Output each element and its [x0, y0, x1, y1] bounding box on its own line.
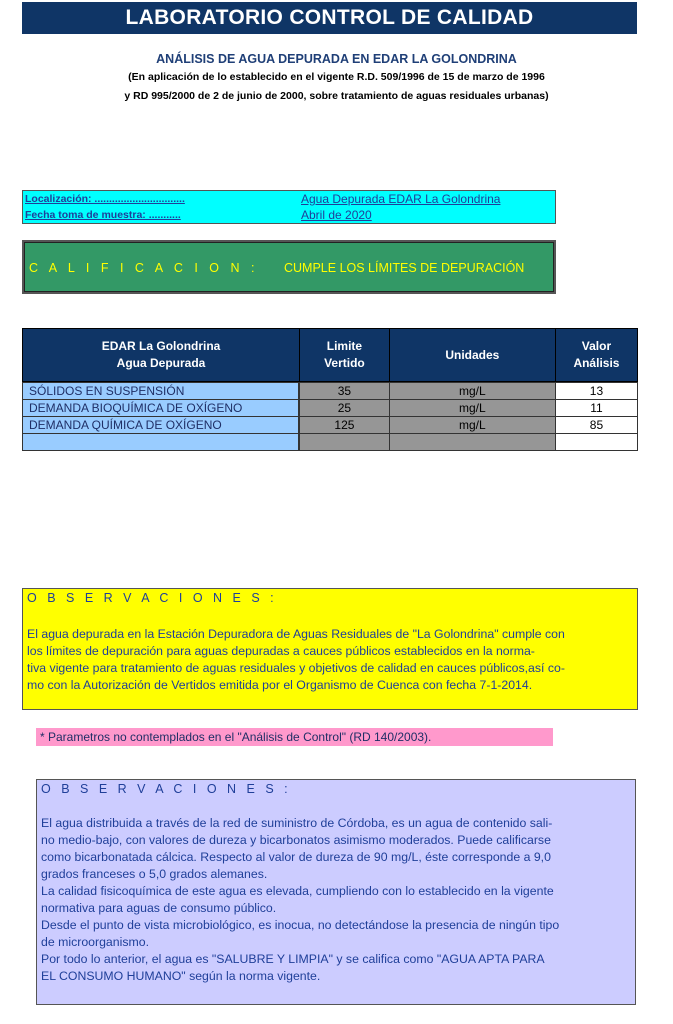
header-value-line-1: Valor — [581, 339, 612, 353]
header-parameter-line-1: EDAR La Golondrina — [101, 339, 221, 353]
observation-line: El agua distribuida a través de la red de suministro de Córdoba, es un agua de contenido sali- — [41, 816, 553, 830]
location-label: Localización: ............................... — [25, 193, 185, 205]
observations-heading: O B S E R V A C I O N E S : — [27, 591, 278, 605]
observation-line: grados franceses o 5,0 grados alemanes. — [41, 867, 268, 881]
observation-line: La calidad fisicoquímica de este agua es elevada, cumpliendo con lo establecido en la vigente — [41, 884, 554, 898]
analysis-value: 85 — [555, 417, 637, 434]
table-row — [23, 383, 638, 400]
parameter-name: DEMANDA BIOQUÍMICA DE OXÍGENO — [23, 400, 299, 417]
table-row — [23, 400, 638, 417]
header-parameter-line-2: Agua Depurada — [116, 356, 206, 370]
unit-value: mg/L — [389, 400, 555, 417]
observations-wastewater-box — [22, 588, 638, 710]
location-row — [25, 192, 555, 208]
observations-heading: O B S E R V A C I O N E S : — [41, 782, 292, 796]
header-parameter — [23, 329, 300, 382]
observation-line: de microorganismo. — [41, 935, 149, 949]
limit-value-empty — [300, 434, 390, 451]
limit-value: 125 — [300, 417, 390, 434]
header-value-line-2: Análisis — [573, 356, 620, 370]
results-table — [22, 328, 638, 451]
observation-line: no medio-bajo, con valores de dureza y bicarbonatos asimismo moderados. Puede calificarse — [41, 833, 551, 847]
limit-value: 25 — [300, 400, 390, 417]
sample-date-label: Fecha toma de muestra: ........... — [25, 209, 181, 221]
location-value: Agua Depurada EDAR La Golondrina — [301, 192, 501, 206]
parameter-name: SÓLIDOS EN SUSPENSIÓN — [23, 383, 299, 400]
qualification-box — [22, 240, 556, 294]
observation-line: El agua depurada en la Estación Depuradora de Aguas Residuales de "La Golondrina" cumple con — [27, 627, 565, 641]
qualification-label: C A L I F I C A C I O N : — [29, 261, 259, 275]
sample-date-value: Abril de 2020 — [301, 208, 372, 222]
observation-line: mo con la Autorización de Vertidos emitida por el Organismo de Cuenca con fecha 7-1-2014. — [27, 678, 533, 692]
table-header-row — [23, 329, 638, 382]
observation-line: tiva vigente para tratamiento de aguas residuales y objetivos de calidad en cauces públicos,así co- — [27, 661, 565, 675]
observation-line: normativa para aguas de consumo público. — [41, 901, 277, 915]
observation-line: Por todo lo anterior, el agua es "SALUBRE Y LIMPIA" y se califica como "AGUA APTA PARA — [41, 952, 545, 966]
header-limit-line-1: Limite — [326, 339, 363, 353]
parameter-name-empty — [23, 434, 299, 451]
sample-date-row — [25, 208, 555, 224]
legal-reference-line-2: y RD 995/2000 de 2 de junio de 2000, sobre tratamiento de aguas residuales urbanas) — [124, 90, 549, 102]
parameter-name: DEMANDA QUÍMICA DE OXÍGENO — [23, 417, 299, 434]
header-limit — [300, 329, 390, 382]
qualification-value: CUMPLE LOS LÍMITES DE DEPURACIÓN — [284, 261, 525, 275]
observations-text — [41, 815, 631, 985]
legal-reference-line-1: (En aplicación de lo establecido en el vigente R.D. 509/1996 de 15 de marzo de 1996 — [128, 71, 545, 83]
observation-line: Desde el punto de vista microbiológico, es inocua, no detectándose la presencia de ningún tipo — [41, 918, 560, 932]
limit-value: 35 — [300, 383, 390, 400]
analysis-value: 13 — [555, 383, 637, 400]
report-subtitle: ANÁLISIS DE AGUA DEPURADA EN EDAR LA GOLONDRINA — [156, 52, 517, 66]
report-title: LABORATORIO CONTROL DE CALIDAD — [22, 2, 637, 34]
unit-value-empty — [389, 434, 555, 451]
header-units: Unidades — [389, 329, 555, 382]
observation-line: los límites de depuración para aguas depuradas a cauces públicos establecidos en la norma- — [27, 644, 535, 658]
header-limit-line-2: Vertido — [324, 356, 365, 370]
analysis-value-empty — [555, 434, 637, 451]
analysis-value: 11 — [555, 400, 637, 417]
observation-line: como bicarbonatada cálcica. Respecto al valor de dureza de 90 mg/L, éste corresponde a 9,0 — [41, 850, 551, 864]
sample-info-box — [22, 190, 556, 224]
observation-line: EL CONSUMO HUMANO" según la norma vigente. — [41, 969, 321, 983]
unit-value: mg/L — [389, 417, 555, 434]
table-row-empty — [23, 434, 638, 451]
parameters-note: * Parametros no contemplados en el "Análisis de Control" (RD 140/2003). — [36, 728, 553, 746]
observations-text — [27, 626, 633, 694]
observations-drinking-water-box — [36, 779, 636, 1005]
unit-value: mg/L — [389, 383, 555, 400]
table-row — [23, 417, 638, 434]
header-value — [555, 329, 637, 382]
